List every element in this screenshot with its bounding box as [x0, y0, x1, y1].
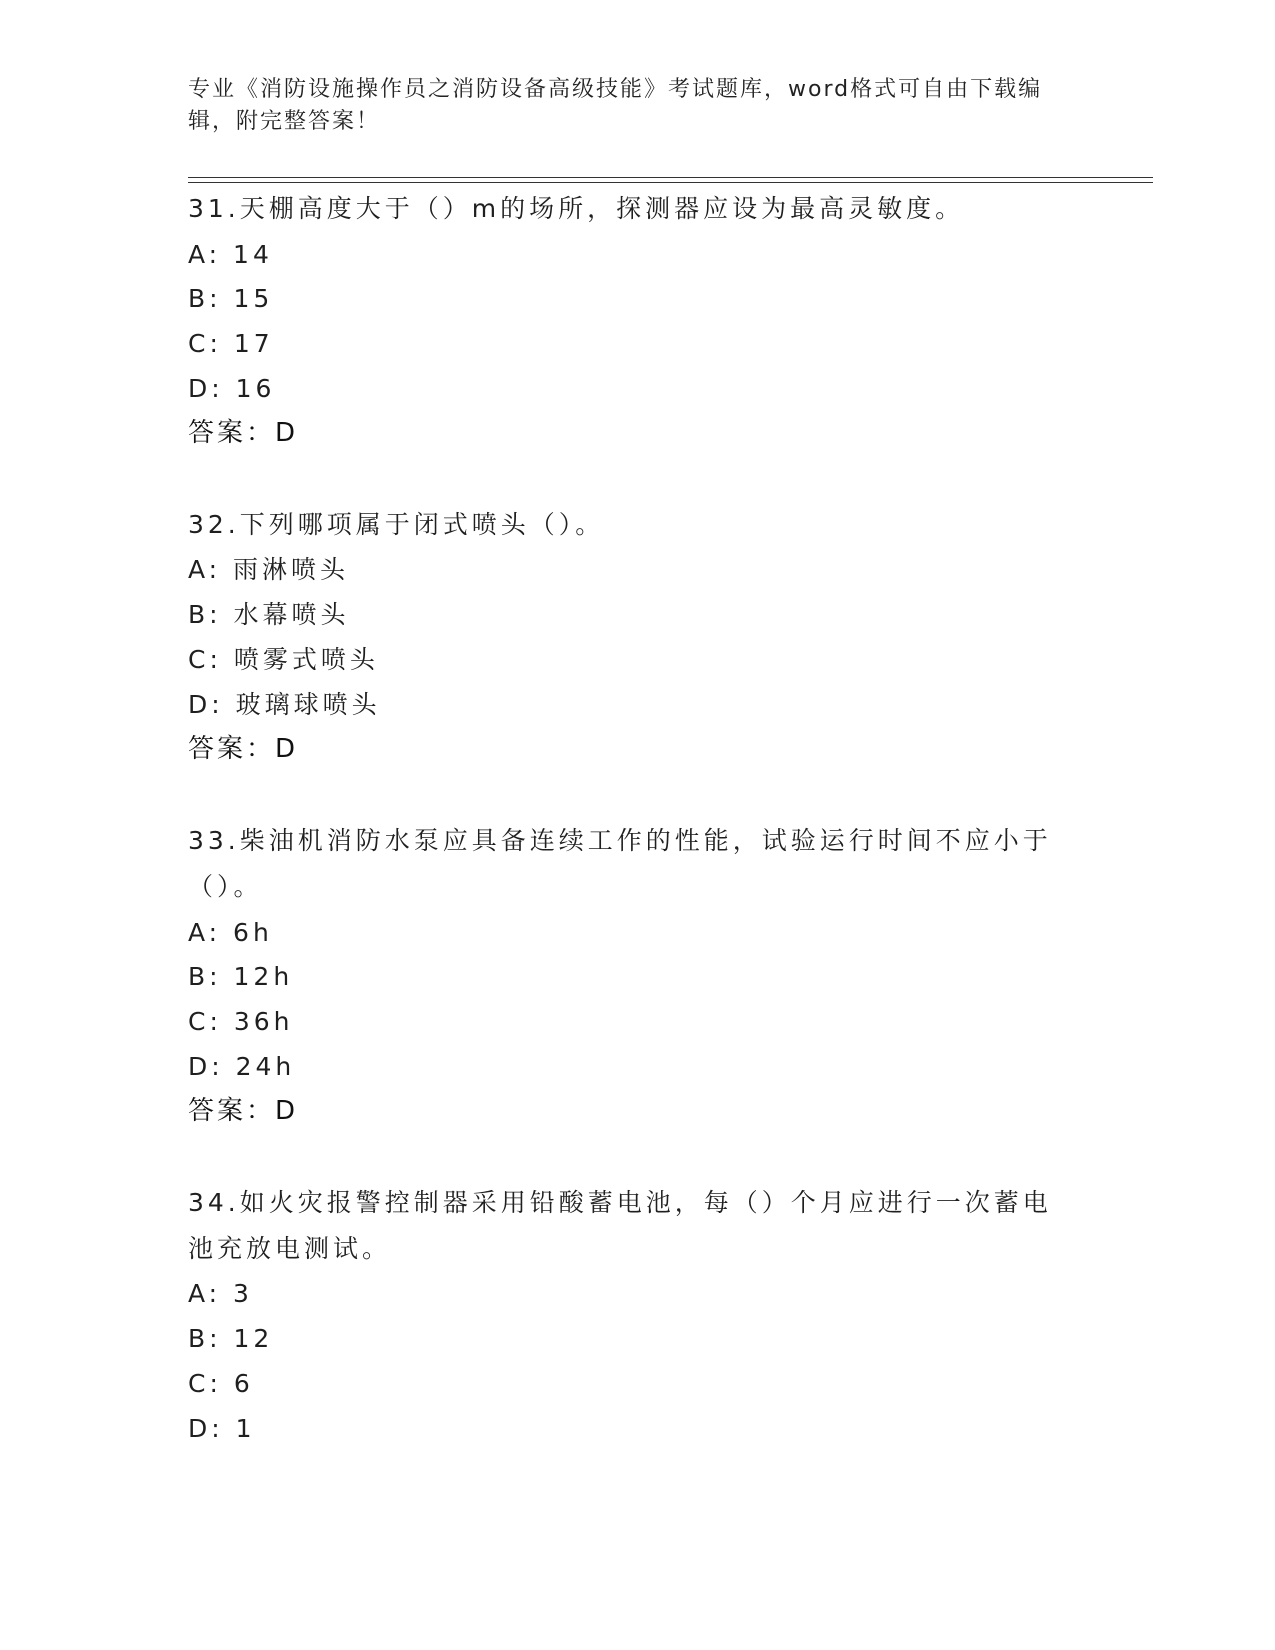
option-d: D: 24h [188, 1052, 296, 1081]
header-divider-bottom [188, 182, 1153, 183]
option-a: A: 6h [188, 918, 273, 947]
answer-label: 答案：D [188, 1096, 299, 1126]
question-stem: 34.如火灾报警控制器采用铅酸蓄电池，每（）个月应进行一次蓄电池充放电测试。 [188, 1188, 1052, 1263]
question-stem: 31.天棚高度大于（）m的场所，探测器应设为最高灵敏度。 [188, 194, 965, 223]
option-b: B: 15 [188, 284, 274, 313]
option-d: D: 玻璃球喷头 [188, 690, 381, 719]
option-a: A: 雨淋喷头 [188, 555, 350, 584]
question-stem: 32.下列哪项属于闭式喷头（）。 [188, 510, 605, 539]
option-c: C: 36h [188, 1007, 294, 1036]
option-c: C: 17 [188, 329, 274, 358]
option-b: B: 12 [188, 1324, 274, 1353]
option-b: B: 水幕喷头 [188, 600, 350, 629]
answer-label: 答案：D [188, 418, 299, 448]
answer-label: 答案：D [188, 734, 299, 764]
option-c: C: 喷雾式喷头 [188, 645, 379, 674]
option-d: D: 1 [188, 1414, 256, 1443]
header-divider-top [188, 177, 1153, 178]
question-stem: 33.柴油机消防水泵应具备连续工作的性能，试验运行时间不应小于（）。 [188, 826, 1052, 901]
option-b: B: 12h [188, 962, 294, 991]
option-c: C: 6 [188, 1369, 254, 1398]
option-a: A: 14 [188, 240, 273, 269]
document-intro: 专业《消防设施操作员之消防设备高级技能》考试题库，word格式可自由下载编辑，附完整答案！ [188, 77, 1043, 134]
option-d: D: 16 [188, 374, 276, 403]
option-a: A: 3 [188, 1279, 253, 1308]
